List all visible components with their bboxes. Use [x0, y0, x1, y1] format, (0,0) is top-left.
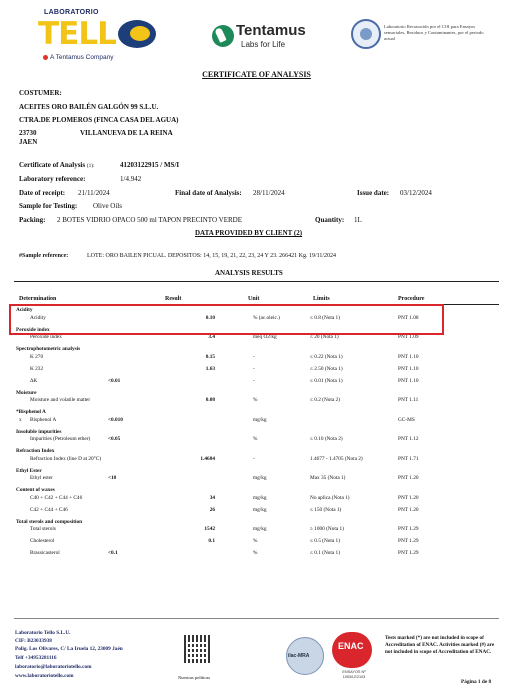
tentamus-leaf-icon: [212, 25, 234, 47]
table-row-unit: %: [253, 550, 258, 556]
table-row-unit: meq O2/kg: [253, 334, 277, 340]
table-row-name: Impurities (Petroleum ether): [30, 436, 91, 442]
labref-value: 1/4.942: [120, 175, 142, 183]
document-title: CERTIFICATE OF ANALYSIS: [202, 70, 311, 79]
col-result: Result: [165, 296, 182, 302]
tentamus-dot-icon: [43, 55, 48, 60]
table-row-unit: % (ac.oleic.): [253, 314, 280, 321]
table-row-limit: ≤ 0.2 (Nota 2): [310, 397, 340, 403]
customer-name: ACEITES ORO BAILÉN GALGÓN 99 S.L.U.: [19, 103, 159, 111]
table-row-procedure: PNT 1.09: [398, 334, 419, 340]
table-row-procedure: PNT 1.20: [398, 494, 419, 501]
table-row-limit: ≥ 1000 (Nota 1): [310, 526, 344, 532]
table-row-limit: ≤ 0.8 (Nota 1): [310, 314, 340, 321]
table-row-result-below-limit: <0.05: [108, 436, 121, 442]
footer-rule: [14, 618, 499, 619]
table-row-procedure: PNT 1.29: [398, 538, 419, 544]
tello-logo-top-text: LABORATORIO: [44, 9, 99, 16]
packing-label: Packing:: [19, 216, 46, 224]
table-row-limit: ≤ 0.22 (Nota 1): [310, 353, 343, 360]
table-row-procedure: PNT 1.08: [398, 314, 419, 321]
table-row-limit: ≤ 0.1 (Nota 1): [310, 550, 340, 556]
table-group-title: *Bisphenol A: [16, 409, 46, 415]
table-row-limit: No aplica (Nota 1): [310, 494, 350, 501]
footer-web[interactable]: www.laboratoriotello.com: [15, 673, 74, 679]
table-row-procedure: PNT 1.12: [398, 436, 419, 442]
issue-value: 03/12/2024: [400, 189, 432, 197]
receipt-label: Date of receipt:: [19, 189, 66, 197]
table-row-name: K 232: [30, 365, 44, 372]
quantity-value: 1L: [354, 216, 362, 224]
page-number: Página 1 de 8: [461, 679, 492, 685]
tentamus-logo-name: Tentamus: [236, 22, 306, 39]
coa-label-text: Certificate of Analysis: [19, 161, 86, 169]
client-data-heading: DATA PROVIDED BY CLIENT (2): [195, 229, 303, 237]
table-row-unit: -: [253, 365, 255, 372]
customer-postcode: 23730: [19, 129, 37, 137]
customer-city: VILLANUEVA DE LA REINA: [80, 129, 173, 137]
accreditation-note: Tests marked (*) are not included in scope of Accreditation of ENAC. Activities marked (#) are not included in scope of Accreditation of ENAC.: [385, 635, 495, 655]
table-row-unit: %: [253, 397, 258, 403]
table-row-name: Refraction Index (line D at 20°C): [30, 455, 102, 462]
table-row-unit: mg/kg: [253, 416, 267, 423]
coi-seal-icon: [351, 19, 381, 49]
receipt-value: 21/11/2024: [78, 189, 110, 197]
table-group-title: Total sterols and composition: [16, 518, 83, 525]
final-label: Final date of Analysis:: [175, 189, 242, 197]
sample-ref-label: #Sample reference:: [19, 253, 69, 259]
footer-email[interactable]: laboratorio@laboratoriotello.com: [15, 664, 92, 670]
table-row-result-below-limit: <0.01: [108, 377, 121, 384]
table-row-name: K 270: [30, 353, 44, 360]
table-row-limit: 1.4677 - 1.4705 (Nota 2): [310, 455, 363, 462]
table-group-title: Insoluble impurities: [16, 428, 62, 435]
footer-address: Polig. Los Olivares, C/ La Iruela 12, 23009 Jaén: [15, 646, 123, 652]
tello-logo-mark-icon: [118, 20, 156, 48]
table-row-name: Cholesterol: [30, 538, 55, 544]
highlight-box: [9, 304, 444, 335]
table-row-limit: ≤ 2.50 (Nota 1): [310, 365, 343, 372]
col-procedure: Procedure: [398, 296, 425, 302]
table-row-limit: ≤ 150 (Nota 1): [310, 506, 342, 513]
table-row-name: Bisphenol A: [30, 416, 57, 423]
table-row-name: Moisture and volatile matter: [30, 397, 91, 403]
table-row-procedure: PNT 1.10: [398, 377, 419, 384]
table-row-name: Acidity: [30, 314, 46, 321]
col-limits: Limits: [313, 296, 330, 302]
customer-label: COSTUMER:: [19, 89, 62, 97]
table-row-unit: mg/kg: [253, 494, 267, 501]
table-row-limit: ≤ 20 (Nota 1): [310, 334, 339, 340]
footer-company: Laboratorio Tello S.L.U.: [15, 630, 71, 636]
table-group-title: Refraction Index: [16, 448, 55, 454]
coa-note: (1):: [86, 163, 95, 169]
row-bullet-icon: x: [19, 416, 22, 423]
table-row-unit: -: [253, 353, 255, 360]
footer-tel: Telf +34953281116: [15, 655, 57, 661]
table-row-name: Ethyl ester: [30, 475, 53, 481]
table-row-unit: mg/kg: [253, 506, 267, 513]
ilac-mra-label: ilac-MRA: [288, 653, 310, 659]
table-group-title: Acidity: [16, 307, 33, 313]
packing-value: 2 BOTES VIDRIO OPACO 500 ml TAPON PRECINTO VERDE: [57, 216, 242, 224]
table-row-name: ΔK: [30, 377, 38, 384]
quantity-label: Quantity:: [315, 216, 345, 224]
table-group-title: Ethyl Ester: [16, 467, 42, 474]
table-row-unit: %: [253, 436, 258, 442]
table-row-procedure: PNT 1.11: [398, 397, 419, 403]
footer-cif: CIF: B23033938: [15, 638, 52, 644]
table-row-procedure: PNT 1.29: [398, 526, 419, 532]
table-row-procedure: PNT 1.10: [398, 353, 419, 360]
table-row-unit: -: [253, 377, 255, 384]
issue-label: Issue date:: [357, 189, 390, 197]
results-heading: ANALYSIS RESULTS: [215, 269, 283, 277]
col-determination: Determination: [19, 296, 57, 302]
qr-code-pattern: [188, 639, 208, 659]
table-row-procedure: PNT 1.71: [398, 455, 419, 462]
tello-logo-word: TELL: [38, 16, 116, 52]
table-row-procedure: PNT 1.29: [398, 550, 419, 556]
table-row-name: Peroxide index: [30, 334, 62, 340]
customer-address: CTRA.DE PLOMEROS (FINCA CASA DEL AGUA): [19, 116, 179, 124]
sample-value: Olive Oils: [93, 202, 122, 210]
enac-label: ENAC: [338, 641, 364, 651]
table-row-unit: -: [253, 455, 255, 462]
table-row-limit: Max 35 (Nota 1): [310, 475, 346, 481]
table-row-unit: mg/kg: [253, 526, 267, 532]
table-row-limit: ≤ 0.5 (Nota 1): [310, 538, 340, 544]
sample-ref-value: LOTE: ORO BAILEN PICUAL. DEPOSITOS: 14, 15, 19, 21, 22, 23, 24 Y 23. 266421 Kg. 19/11/2024: [87, 253, 337, 259]
coi-recognition-text: Laboratorio Reconocido por el COI para Ensayos sensoriales, Residuos y Contaminantes, por el periodo actual: [384, 24, 484, 41]
labref-label: Laboratory reference:: [19, 175, 86, 183]
table-row-limit: ≤ 0.10 (Nota 2): [310, 436, 343, 442]
tello-logo-subtitle: A Tentamus Company: [50, 54, 114, 61]
col-unit: Unit: [248, 296, 260, 302]
table-row-procedure: PNT 1.20: [398, 506, 419, 513]
table-row-name: C40 + C42 + C44 + C46: [30, 494, 83, 501]
table-row-procedure: PNT 1.20: [398, 475, 419, 481]
table-row-result-below-limit: <10: [108, 475, 117, 481]
table-row-name: Total sterols: [30, 526, 56, 532]
table-group-title: Content of waxes: [16, 487, 55, 493]
enac-accreditation: ENSAYOS Nº 1053/LE2103: [342, 670, 366, 679]
table-row-name: Brassicasterol: [30, 550, 60, 556]
table-row-procedure: GC-MS: [398, 416, 415, 423]
tentamus-logo-tagline: Labs for Life: [241, 40, 286, 49]
table-row-procedure: PNT 1.10: [398, 365, 419, 372]
coa-value: 41203122915 / MS/I: [120, 161, 180, 169]
table-row-name: C42 + C44 + C46: [30, 506, 68, 513]
table-group-title: Spectrophotometric analysis: [16, 346, 81, 352]
table-row-limit: ≤ 0.01 (Nota 1): [310, 377, 343, 384]
table-row-unit: mg/kg: [253, 475, 267, 481]
table-row-result-below-limit: <0.1: [108, 550, 118, 556]
customer-province: JAEN: [19, 138, 38, 146]
results-heading-rule: [14, 281, 499, 282]
sample-label: Sample for Testing:: [19, 202, 78, 210]
table-row-unit: %: [253, 538, 258, 544]
coa-label: [19, 161, 95, 169]
table-row-result-below-limit: <0.010: [108, 416, 123, 423]
final-value: 28/11/2024: [253, 189, 285, 197]
qr-caption: Nuestras políticas: [178, 675, 211, 680]
table-group-title: Peroxide index: [16, 326, 50, 333]
table-group-title: Moisture: [16, 389, 37, 396]
